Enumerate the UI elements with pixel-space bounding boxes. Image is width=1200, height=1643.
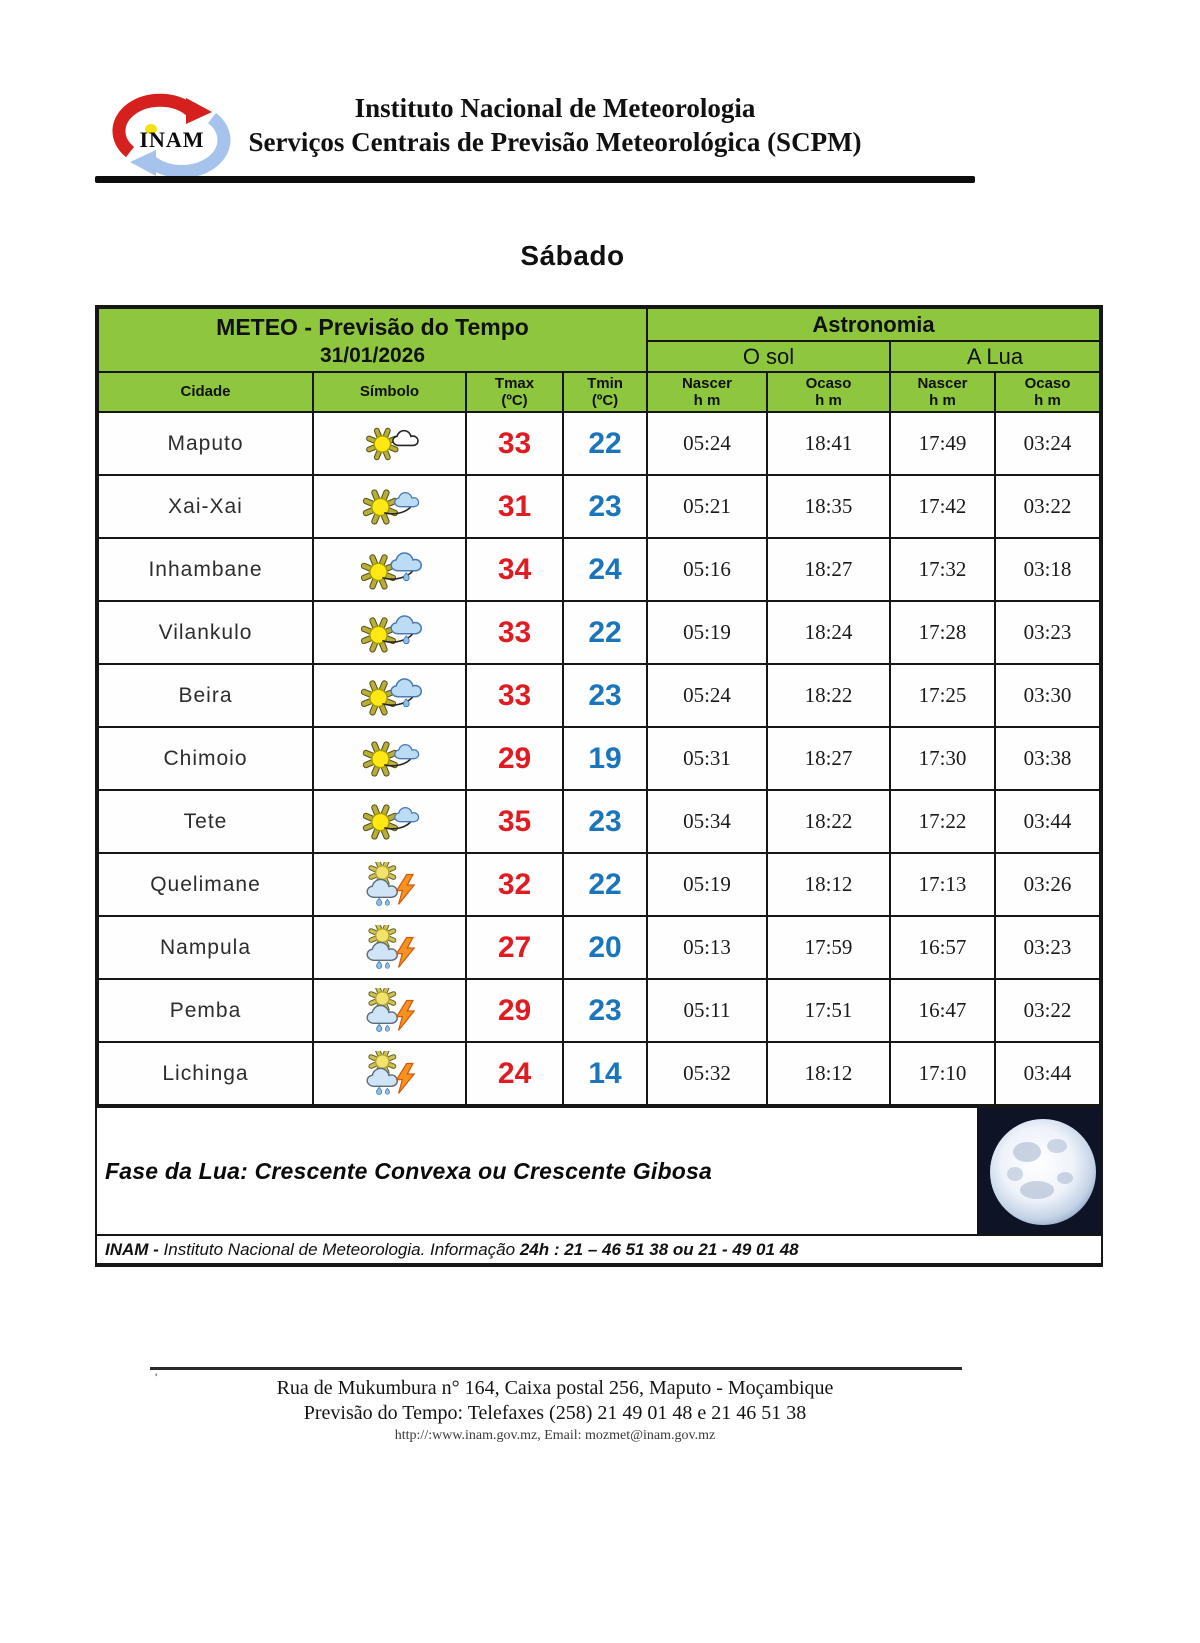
moon-rise-cell: 17:22 [890, 790, 995, 853]
moon-set-cell: 03:22 [995, 979, 1100, 1042]
tmax-cell: 34 [466, 538, 563, 601]
sun-set-cell: 18:41 [767, 412, 890, 475]
day-title: Sábado [520, 240, 625, 271]
symbol-cell [313, 538, 466, 601]
astronomia-header: Astronomia [647, 308, 1100, 341]
moon-rise-cell: 17:42 [890, 475, 995, 538]
symbol-cell [313, 1042, 466, 1105]
header-rule [95, 176, 975, 183]
tmax-cell: 32 [466, 853, 563, 916]
symbol-cell [313, 601, 466, 664]
table-row [98, 538, 1100, 601]
symbol-cell [313, 979, 466, 1042]
symbol-cell [313, 727, 466, 790]
sun-rise-cell: 05:11 [647, 979, 767, 1042]
sun-rise-cell: 05:32 [647, 1042, 767, 1105]
col-moon-ocaso: Ocaso h m [995, 372, 1100, 412]
symbol-cell [313, 475, 466, 538]
sun-rise-cell: 05:21 [647, 475, 767, 538]
tmax-cell: 29 [466, 727, 563, 790]
sun-cloud-icon [314, 736, 465, 782]
tmin-cell: 23 [563, 475, 647, 538]
sun-rise-cell: 05:16 [647, 538, 767, 601]
tmax-cell: 35 [466, 790, 563, 853]
footer-address-block [100, 1376, 1010, 1446]
tmin-cell: 24 [563, 538, 647, 601]
tmin-cell: 14 [563, 1042, 647, 1105]
footer-tick: ' [155, 1371, 158, 1385]
tmin-cell: 22 [563, 601, 647, 664]
col-sun-nascer: Nascer h m [647, 372, 767, 412]
info-text: Instituto Nacional de Meteorologia. Informação [163, 1239, 520, 1259]
table-row [98, 853, 1100, 916]
full-moon-image [977, 1108, 1101, 1234]
moon-rise-cell: 17:30 [890, 727, 995, 790]
sun-set-cell: 18:24 [767, 601, 890, 664]
city-cell: Pemba [98, 979, 313, 1042]
moon-rise-cell: 17:13 [890, 853, 995, 916]
tmax-cell: 27 [466, 916, 563, 979]
sun-rise-cell: 05:19 [647, 601, 767, 664]
sun-group-header: O sol [647, 341, 890, 372]
table-row [98, 727, 1100, 790]
sun-rain-icon [314, 547, 465, 593]
tmax-cell: 31 [466, 475, 563, 538]
moon-rise-cell: 16:47 [890, 979, 995, 1042]
city-cell: Beira [98, 664, 313, 727]
city-cell: Inhambane [98, 538, 313, 601]
tmin-cell: 22 [563, 412, 647, 475]
city-cell: Quelimane [98, 853, 313, 916]
moon-rise-cell: 16:57 [890, 916, 995, 979]
storm-icon [314, 925, 465, 971]
tmin-cell: 19 [563, 727, 647, 790]
moon-set-cell: 03:44 [995, 1042, 1100, 1105]
sun-rise-cell: 05:34 [647, 790, 767, 853]
table-row [98, 1042, 1100, 1105]
moon-phase-label: Fase da Lua: Crescente Convexa ou Crescente Gibosa [105, 1158, 712, 1184]
moon-rise-cell: 17:10 [890, 1042, 995, 1105]
moon-rise-cell: 17:32 [890, 538, 995, 601]
info-prefix: INAM - [105, 1239, 164, 1259]
storm-icon [314, 988, 465, 1034]
svg-text:INAM: INAM [139, 127, 205, 152]
sun-rise-cell: 05:24 [647, 664, 767, 727]
forecast-rows [98, 412, 1100, 1105]
storm-icon [314, 862, 465, 908]
sun-set-cell: 18:12 [767, 1042, 890, 1105]
moon-group-header: A Lua [890, 341, 1100, 372]
meteo-header-cell [98, 308, 647, 372]
table-row [98, 979, 1100, 1042]
moon-rise-cell: 17:25 [890, 664, 995, 727]
meteo-title: METEO - Previsão do Tempo [216, 313, 529, 340]
tmax-cell: 24 [466, 1042, 563, 1105]
tmax-cell: 33 [466, 664, 563, 727]
tmax-cell: 33 [466, 412, 563, 475]
city-cell: Tete [98, 790, 313, 853]
table-row [98, 475, 1100, 538]
sun-set-cell: 18:22 [767, 790, 890, 853]
city-cell: Lichinga [98, 1042, 313, 1105]
table-row [98, 916, 1100, 979]
symbol-cell [313, 853, 466, 916]
col-cidade: Cidade [98, 372, 313, 412]
col-sun-ocaso: Ocaso h m [767, 372, 890, 412]
city-cell: Chimoio [98, 727, 313, 790]
city-cell: Nampula [98, 916, 313, 979]
moon-rise-cell: 17:49 [890, 412, 995, 475]
col-tmax: Tmax (ºC) [466, 372, 563, 412]
storm-icon [314, 1051, 465, 1097]
moon-set-cell: 03:23 [995, 916, 1100, 979]
tmin-cell: 23 [563, 664, 647, 727]
col-moon-nascer: Nascer h m [890, 372, 995, 412]
info-phones: 24h : 21 – 46 51 38 ou 21 - 49 01 48 [519, 1239, 799, 1259]
moon-set-cell: 03:24 [995, 412, 1100, 475]
moon-set-cell: 03:23 [995, 601, 1100, 664]
forecast-table [95, 305, 1103, 1267]
info-strip [97, 1234, 1101, 1263]
org-subtitle: Serviços Centrais de Previsão Meteorológica (SCPM) [248, 126, 862, 157]
sun-cloud-white-icon [314, 421, 465, 467]
sun-set-cell: 18:12 [767, 853, 890, 916]
sun-set-cell: 17:51 [767, 979, 890, 1042]
forecast-date: 31/01/2026 [319, 343, 426, 367]
moon-set-cell: 03:22 [995, 475, 1100, 538]
org-name: Instituto Nacional de Meteorologia [354, 93, 756, 123]
moon-set-cell: 03:30 [995, 664, 1100, 727]
col-tmin: Tmin (ºC) [563, 372, 647, 412]
sun-cloud-icon [314, 799, 465, 845]
col-simbolo: Símbolo [313, 372, 466, 412]
sun-set-cell: 18:27 [767, 727, 890, 790]
sun-set-cell: 18:35 [767, 475, 890, 538]
sun-set-cell: 17:59 [767, 916, 890, 979]
sun-rise-cell: 05:31 [647, 727, 767, 790]
letterhead [95, 92, 1015, 160]
footer-rule [150, 1367, 962, 1370]
symbol-cell [313, 412, 466, 475]
street-address: Rua de Mukumbura n° 164, Caixa postal 256, Maputo - Moçambique [276, 1377, 834, 1399]
sun-set-cell: 18:27 [767, 538, 890, 601]
symbol-cell [313, 664, 466, 727]
city-cell: Maputo [98, 412, 313, 475]
moon-set-cell: 03:44 [995, 790, 1100, 853]
tmax-cell: 29 [466, 979, 563, 1042]
phone-line: Previsão do Tempo: Telefaxes (258) 21 49 01 48 e 21 46 51 38 [303, 1402, 807, 1424]
moon-rise-cell: 17:28 [890, 601, 995, 664]
moon-set-cell: 03:38 [995, 727, 1100, 790]
tmin-cell: 23 [563, 979, 647, 1042]
symbol-cell [313, 916, 466, 979]
table-row [98, 601, 1100, 664]
tmin-cell: 22 [563, 853, 647, 916]
sun-rain-icon [314, 673, 465, 719]
web-email-line: http://:www.inam.gov.mz, Email: mozmet@inam.gov.mz [394, 1428, 716, 1443]
sun-set-cell: 18:22 [767, 664, 890, 727]
tmax-cell: 33 [466, 601, 563, 664]
table-row [98, 664, 1100, 727]
city-cell: Vilankulo [98, 601, 313, 664]
sun-rain-icon [314, 610, 465, 656]
sun-rise-cell: 05:24 [647, 412, 767, 475]
sun-rise-cell: 05:13 [647, 916, 767, 979]
moon-phase-row [97, 1106, 1101, 1234]
moon-set-cell: 03:26 [995, 853, 1100, 916]
sun-cloud-icon [314, 484, 465, 530]
symbol-cell [313, 790, 466, 853]
sun-rise-cell: 05:19 [647, 853, 767, 916]
city-cell: Xai-Xai [98, 475, 313, 538]
tmin-cell: 23 [563, 790, 647, 853]
moon-set-cell: 03:18 [995, 538, 1100, 601]
table-row [98, 412, 1100, 475]
tmin-cell: 20 [563, 916, 647, 979]
table-row [98, 790, 1100, 853]
